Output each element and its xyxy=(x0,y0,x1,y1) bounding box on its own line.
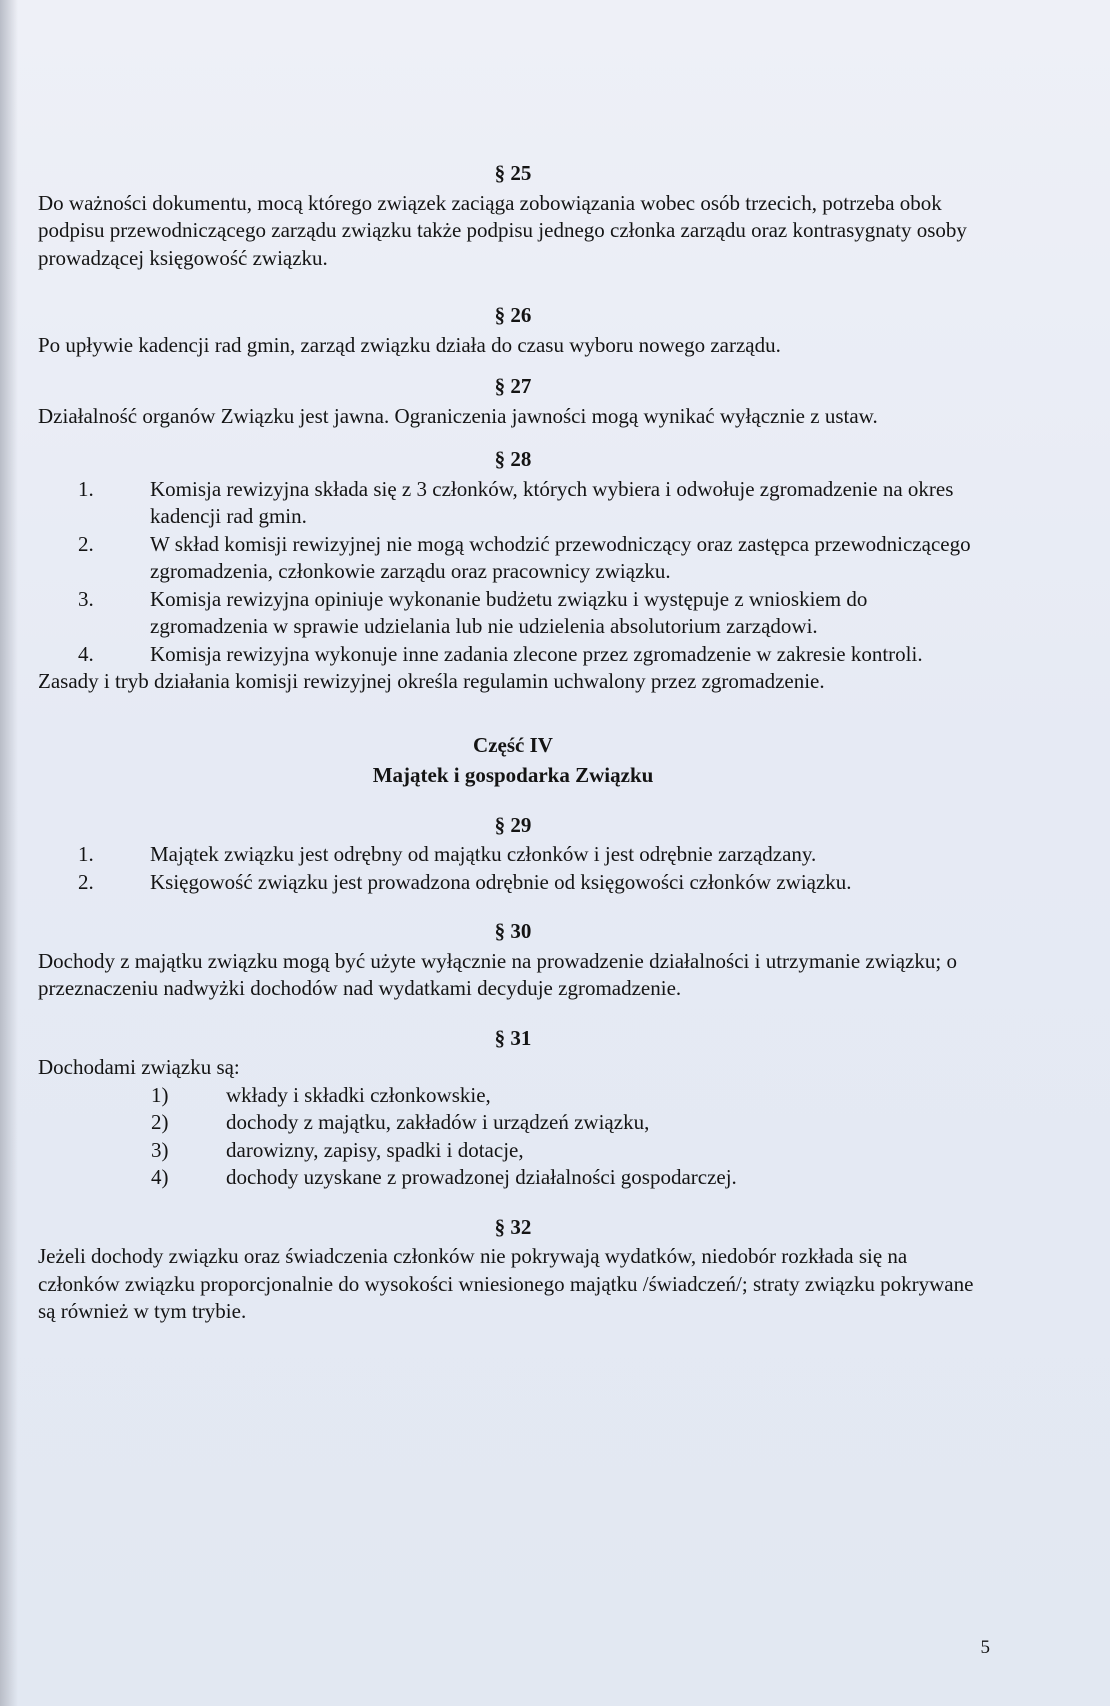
section-paragraph: Po upływie kadencji rad gmin, zarząd związku działa do czasu wyboru nowego zarządu. xyxy=(38,332,781,357)
section-heading: § 30 xyxy=(494,919,532,943)
list-item xyxy=(38,1137,988,1165)
section-intro: Dochodami związku są: xyxy=(38,1055,240,1079)
section-heading: § 26 xyxy=(494,303,532,327)
section-closing-paragraph: Zasady i tryb działania komisji rewizyjnej określa regulamin uchwalony przez zgromadzenie. xyxy=(38,669,825,693)
list-item-text: Majątek związku jest odrębny od majątku członków i jest odrębnie zarządzany. xyxy=(150,842,817,866)
list-item-number: 2. xyxy=(78,531,94,556)
section-27 xyxy=(38,373,988,430)
list-item xyxy=(38,1164,988,1192)
list-item-number: 1. xyxy=(78,842,94,866)
section-32 xyxy=(38,1214,988,1326)
list-item xyxy=(38,531,988,586)
list-item-number: 1. xyxy=(78,476,94,501)
section-paragraph: Działalność organów Związku jest jawna. Ograniczenia jawności mogą wynikać wyłącznie z ustaw. xyxy=(38,403,878,428)
part-title: Część IV xyxy=(473,732,553,757)
section-28 xyxy=(38,446,988,696)
list-item-text: dochody uzyskane z prowadzonej działalności gospodarczej. xyxy=(226,1165,737,1189)
section-paragraph: Dochody z majątku związku mogą być użyte wyłącznie na prowadzenie działalności i utrzymanie związku; o przeznaczeniu nadwyżki dochodów nad wydatkami decyduje zgromadzenie. xyxy=(38,948,957,1000)
section-heading: § 28 xyxy=(494,447,532,471)
section-heading: § 32 xyxy=(494,1214,532,1239)
list-item-text: Komisja rewizyjna składa się z 3 członków, których wybiera i odwołuje zgromadzenie na okres kadencji rad gmin. xyxy=(150,476,954,528)
list-item xyxy=(38,1082,988,1110)
list-item-number: 3) xyxy=(151,1137,169,1162)
list-item-text: W skład komisji rewizyjnej nie mogą wchodzić przewodniczący oraz zastępca przewodniczącego zgromadzenia, członkowie zarządu oraz pracownicy związku. xyxy=(150,531,971,583)
section-paragraph: Jeżeli dochody związku oraz świadczenia członków nie pokrywają wydatków, niedobór rozkłada się na członków związku proporcjonalnie do wysokości wniesionego majątku /świadczeń/; straty związku pokrywane są również w tym trybie. xyxy=(38,1244,974,1323)
part-subtitle: Majątek i gospodarka Związku xyxy=(372,762,654,787)
list-item-number: 2. xyxy=(78,869,94,894)
section-30 xyxy=(38,918,988,1003)
list-item-text: Komisja rewizyjna opiniuje wykonanie budżetu związku i występuje z wnioskiem do zgromadzenia w sprawie udzielania lub nie udzielenia absolutorium zarządowi. xyxy=(150,586,868,638)
list-item-number: 2) xyxy=(151,1110,169,1134)
page-number: 5 xyxy=(980,1637,990,1658)
list-item-text: dochody z majątku, zakładów i urządzeń związku, xyxy=(226,1110,650,1134)
list-item-number: 1) xyxy=(151,1082,169,1107)
list-item-text: wkłady i składki członkowskie, xyxy=(226,1082,491,1107)
list-item xyxy=(38,841,988,869)
list-item-text: Komisja rewizyjna wykonuje inne zadania zlecone przez zgromadzenie w zakresie kontroli. xyxy=(150,641,923,666)
numbered-list xyxy=(38,1082,988,1192)
section-31 xyxy=(38,1025,988,1192)
section-heading: § 25 xyxy=(494,161,532,185)
section-heading: § 31 xyxy=(494,1025,532,1050)
section-heading: § 27 xyxy=(494,374,532,398)
list-item-number: 4. xyxy=(78,641,94,666)
numbered-list xyxy=(38,476,988,669)
numbered-list xyxy=(38,841,988,896)
list-item xyxy=(38,476,988,531)
section-25 xyxy=(38,160,988,272)
section-26 xyxy=(38,302,988,359)
list-item xyxy=(38,586,988,641)
document-page xyxy=(38,160,988,1348)
page-edge-shadow xyxy=(0,0,18,1706)
list-item-text: Księgowość związku jest prowadzona odrębnie od księgowości członków związku. xyxy=(150,869,852,894)
list-item-text: darowizny, zapisy, spadki i dotacje, xyxy=(226,1137,524,1162)
list-item xyxy=(38,1109,988,1137)
list-item xyxy=(38,641,988,669)
section-29 xyxy=(38,812,988,897)
list-item xyxy=(38,869,988,897)
list-item-number: 4) xyxy=(151,1165,169,1189)
section-paragraph: Do ważności dokumentu, mocą którego związek zaciąga zobowiązania wobec osób trzecich, potrzeba obok podpisu przewodniczącego zarządu związku także podpisu jednego członka zarządu oraz kontrasygnaty osoby prowadzącej księgowość związku. xyxy=(38,190,967,270)
list-item-number: 3. xyxy=(78,586,94,611)
part-4-header xyxy=(38,730,988,790)
section-heading: § 29 xyxy=(494,812,532,837)
